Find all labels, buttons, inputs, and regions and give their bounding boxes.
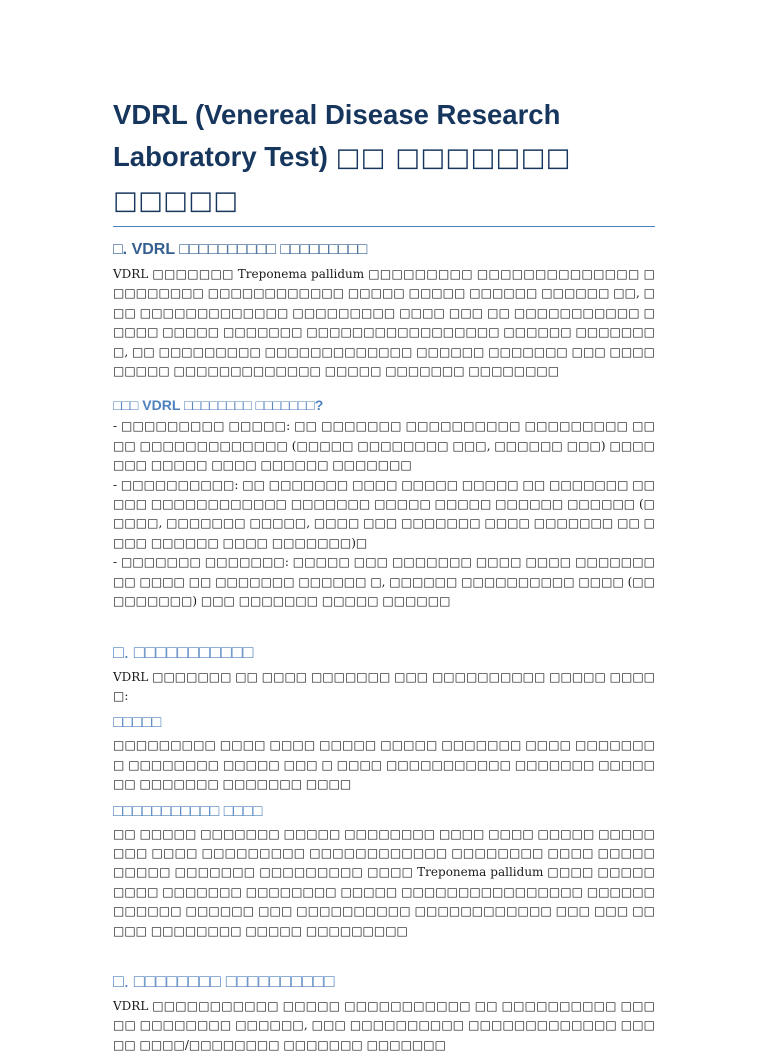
title-line1: VDRL (Venereal Disease Research [113,99,561,130]
section-2-title: . □□□□□□□□□□□ [123,641,254,662]
section-2-number: □ [113,641,124,662]
section-3-heading [113,969,655,993]
document-page [113,94,655,1055]
section-1-title: . VDRL □□□□□□□□□□ □□□□□□□□□ [122,241,368,258]
section-1-bullet-1: - □□□□□□□□□ □□□□□: □□ □□□□□□□ □□□□□□□□□□ □□□□□□□□□ □□□□ □□□□□□□□□□□□□ (□□□□□ □□□□□□□□ □□□, □□□□□□ □□□) □□□□□□□ □□□□□ □□□□ □□□□□□ □□□□□□□ [113,419,655,473]
section-1-bullet-3: - □□□□□□□ □□□□□□□: □□□□□ □□□ □□□□□□□ □□□□ □□□□ □□□□□□□□□ □□□□ □□ □□□□□□□ □□□□□□ □, □□□□□□ □□□□□□□□□□ □□□□ (□□□□□□□□□) □□□ □□□□□□□ □□□□□ □□□□□□ [113,555,655,609]
title-line2-bold: □□ □□□□□□□ □□□□□ [113,143,571,216]
title-line2-latin: Laboratory Test) [113,141,336,172]
section-2-body: VDRL □□□□□□□ □□ □□□□ □□□□□□□ □□□ □□□□□□□□□□ □□□□□ □□□□□: [113,669,655,703]
document-title [113,94,655,226]
section-2-subheading-2: □□□□□□□□□□□ □□□□ [113,802,263,820]
section-3-number: □ [113,970,124,991]
section-3-title: . □□□□□□□□ □□□□□□□□□□ [123,970,335,991]
section-1-subheading: □□□ VDRL □□□□□□□□ □□□□□□□? [113,397,324,414]
section-3-body: VDRL □□□□□□□□□□□ □□□□□ □□□□□□□□□□□ □□ □□□□□□□□□□ □□□□□ □□□□□□□□ □□□□□□, □□□ □□□□□□□□□□ □□□□□□□□□□□□□ □□□□□ □□□□/□□□□□□□□ □□□□□□□ □□□□□□□ [113,998,655,1052]
section-1-body: VDRL □□□□□□□ Treponema pallidum □□□□□□□□□ □□□□□□□□□□□□□□ □□□□□□□□□ □□□□□□□□□□□□ □□□□□ □□□□□ □□□□□□ □□□□□□ □□, □□□ □□□□□□□□□□□□□ □□□□□□□□□ □□□□ □□□ □□ □□□□□□□□□□□ □□□□□ □□□□□ □□□□□□□ □□□□□□□□□□□□□□□□□ □□□□□□ □□□□□□□□, □□ □□□□□□□□□ □□□□□□□□□□□□□ □□□□□□ □□□□□□□ □□□ □□□□□□□□□ □□□□□□□□□□□□□ □□□□□ □□□□□□□ □□□□□□□□ [113,267,655,379]
section-2-sub-1-body: □□□□□□□□□ □□□□ □□□□ □□□□□ □□□□□ □□□□□□□ □□□□ □□□□□□□□ □□□□□□□□ □□□□□ □□□ □ □□□□ □□□□□□□□□□□ □□□□□□□ □□□□□□□ □□□□□□□ □□□□□□□ □□□□ [113,738,655,792]
section-1-number: □ [113,241,123,258]
title-underline [113,226,655,227]
section-2-sub-2-body: □□ □□□□□ □□□□□□□ □□□□□ □□□□□□□□ □□□□ □□□□ □□□□□ □□□□□□□□ □□□□ □□□□□□□□□ □□□□□□□□□□□□ □□□□□□□□ □□□□ □□□□□ □□□□□ □□□□□□□ □□□□□□□□□ □□□□ Treponema pallidum □□□□ □□□□□□□□□ □□□□□□□ □□□□□□□□ □□□□□ □□□□□□□□□□□□□□□□ □□□□□□□□□□□□ □□□□□□ □□□ □□□□□□□□□□ □□□□□□□□□□□□ □□□ □□□ □□□□□ □□□□□□□□ □□□□□ □□□□□□□□□ [113,826,655,938]
section-2-subheading-1: □□□□□ [113,714,162,732]
section-1-bullet-2: - □□□□□□□□□□: □□ □□□□□□□ □□□□ □□□□□ □□□□□ □□ □□□□□□□ □□□□□ □□□□□□□□□□□□ □□□□□□□ □□□□□ □□□□□ □□□□□□ □□□□□□ (□□□□□, □□□□□□□ □□□□□, □□□□ □□□ □□□□□□□ □□□□ □□□□□□□ □□ □□□□ □□□□□□ □□□□ □□□□□□□)□ [113,477,655,550]
section-1-heading [113,239,655,261]
section-2-heading [113,640,655,664]
